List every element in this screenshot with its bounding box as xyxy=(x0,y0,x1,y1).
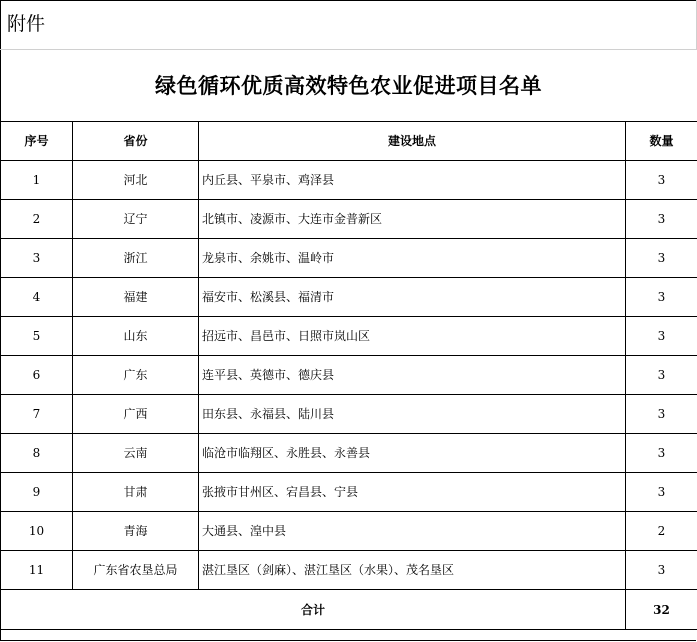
cell-quantity: 3 xyxy=(626,356,697,395)
cell-quantity: 3 xyxy=(626,317,697,356)
table-row xyxy=(1,551,697,590)
cell-location: 龙泉市、余姚市、温岭市 xyxy=(199,239,626,278)
cell-no: 8 xyxy=(1,434,73,473)
cell-no: 4 xyxy=(1,278,73,317)
cell-no: 1 xyxy=(1,161,73,200)
cell-province: 广西 xyxy=(73,395,199,434)
table-row xyxy=(1,434,697,473)
cell-province: 山东 xyxy=(73,317,199,356)
table-row xyxy=(1,473,697,512)
cell-no: 11 xyxy=(1,551,73,590)
cell-location: 大通县、湟中县 xyxy=(199,512,626,551)
cell-location: 湛江垦区（剑麻）、湛江垦区（水果）、茂名垦区 xyxy=(199,551,626,590)
cell-province: 河北 xyxy=(73,161,199,200)
cell-location: 福安市、松溪县、福清市 xyxy=(199,278,626,317)
cell-quantity: 3 xyxy=(626,161,697,200)
header-no: 序号 xyxy=(1,122,73,161)
table-row xyxy=(1,200,697,239)
cell-quantity: 3 xyxy=(626,434,697,473)
table-row xyxy=(1,278,697,317)
total-row xyxy=(1,590,697,630)
cell-location: 招远市、昌邑市、日照市岚山区 xyxy=(199,317,626,356)
cell-quantity: 3 xyxy=(626,551,697,590)
cell-quantity: 3 xyxy=(626,200,697,239)
cell-province: 青海 xyxy=(73,512,199,551)
table-row xyxy=(1,239,697,278)
cell-no: 6 xyxy=(1,356,73,395)
cell-quantity: 2 xyxy=(626,512,697,551)
cell-location: 临沧市临翔区、永胜县、永善县 xyxy=(199,434,626,473)
cell-no: 9 xyxy=(1,473,73,512)
cell-province: 浙江 xyxy=(73,239,199,278)
total-label: 合计 xyxy=(1,590,626,630)
cell-location: 北镇市、凌源市、大连市金普新区 xyxy=(199,200,626,239)
header-quantity: 数量 xyxy=(626,122,697,161)
cell-location: 连平县、英德市、德庆县 xyxy=(199,356,626,395)
cell-quantity: 3 xyxy=(626,395,697,434)
table-row xyxy=(1,395,697,434)
table-row xyxy=(1,161,697,200)
cell-location: 张掖市甘州区、宕昌县、宁县 xyxy=(199,473,626,512)
cell-province: 广东 xyxy=(73,356,199,395)
table-row xyxy=(1,512,697,551)
table-header-row xyxy=(1,122,697,161)
cell-province: 福建 xyxy=(73,278,199,317)
cell-no: 10 xyxy=(1,512,73,551)
header-province: 省份 xyxy=(73,122,199,161)
attachment-label: 附件 xyxy=(7,13,46,35)
cell-quantity: 3 xyxy=(626,239,697,278)
header-location: 建设地点 xyxy=(199,122,626,161)
cell-province: 云南 xyxy=(73,434,199,473)
cell-no: 2 xyxy=(1,200,73,239)
document-title: 绿色循环优质高效特色农业促进项目名单 xyxy=(155,73,542,98)
cell-quantity: 3 xyxy=(626,473,697,512)
cell-province: 广东省农垦总局 xyxy=(73,551,199,590)
cell-province: 甘肃 xyxy=(73,473,199,512)
cell-no: 5 xyxy=(1,317,73,356)
cell-location: 田东县、永福县、陆川县 xyxy=(199,395,626,434)
cell-no: 3 xyxy=(1,239,73,278)
attachment-header xyxy=(0,0,697,50)
cell-location: 内丘县、平泉市、鸡泽县 xyxy=(199,161,626,200)
project-list-table xyxy=(0,121,697,630)
cell-province: 辽宁 xyxy=(73,200,199,239)
cell-no: 7 xyxy=(1,395,73,434)
total-value: 32 xyxy=(626,590,697,630)
table-row xyxy=(1,317,697,356)
cell-quantity: 3 xyxy=(626,278,697,317)
table-row xyxy=(1,356,697,395)
